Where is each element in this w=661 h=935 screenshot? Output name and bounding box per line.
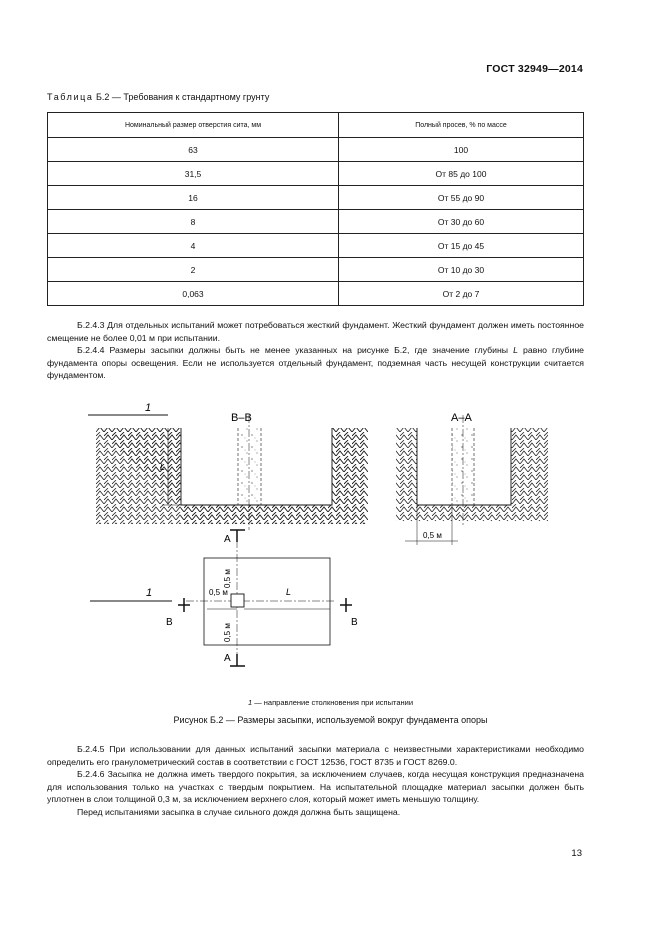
table-row xyxy=(48,210,584,234)
table-cell: 2 xyxy=(48,258,339,282)
table-cell: 0,063 xyxy=(48,282,339,306)
table-cell: От 15 до 45 xyxy=(339,234,584,258)
legend-number: 1 xyxy=(247,698,253,707)
dimension-05m-label: 0,5 м xyxy=(423,531,442,540)
table-cell: От 85 до 100 xyxy=(339,162,584,186)
table-caption-prefix: Таблица xyxy=(47,92,94,102)
clause-b243: Б.2.4.3 Для отдельных испытаний может потребоваться жесткий фундамент. Жесткий фундамент должен иметь постоянное смещение не более 0,01 м при испытании. xyxy=(47,320,584,343)
clause-b244-symbol-l: L xyxy=(513,345,518,355)
table-cell: От 30 до 60 xyxy=(339,210,584,234)
soil-hatching-bottom xyxy=(181,505,332,524)
dimension-05m-horizontal: 0,5 м xyxy=(209,588,228,597)
soil-requirements-table xyxy=(47,112,584,306)
clause-b244-part2: равно глубине фундамента опоры освещения. Если не используется отдельный фундамент, подземная часть несущей конструкции считается фундаментом. xyxy=(47,345,584,380)
clause-b244-part1: Б.2.4.4 Размеры засыпки должны быть не менее указанных на рисунке Б.2, где значение глубины xyxy=(77,345,514,355)
marker-a-top: А xyxy=(224,534,231,545)
label-1-top: 1 xyxy=(145,402,152,414)
section-aa-title: А–А xyxy=(451,412,472,424)
label-1-plan: 1 xyxy=(146,587,153,599)
column-header-sieve: Номинальный размер отверстия сита, мм xyxy=(48,113,339,138)
plan-view xyxy=(90,530,358,666)
soil-hatching-right xyxy=(332,428,368,524)
table-row xyxy=(48,234,584,258)
table-cell: От 2 до 7 xyxy=(339,282,584,306)
dimension-05m-vertical-top: 0,5 м xyxy=(223,569,232,588)
table-cell: 100 xyxy=(339,138,584,162)
clause-b246-note: Перед испытаниями засыпка в случае сильного дождя должна быть защищена. xyxy=(77,806,401,817)
legend-text: — направление столкновения при испытании xyxy=(252,698,414,707)
clauses-b245-b246 xyxy=(47,743,584,818)
document-header: ГОСТ 32949—2014 xyxy=(486,63,583,75)
clauses-b243-b244 xyxy=(47,319,584,382)
figure-legend xyxy=(0,698,661,707)
section-bb xyxy=(88,402,368,530)
clause-b246: Б.2.4.6 Засыпка не должна иметь твердого покрытия, за исключением случаев, когда несущая конструкция предназначена для использования только на участках с твердым покрытием. На испытательной площадке материал засыпки должен быть уплотнен в слои толщиной 0,3 м, за исключением верхнего слоя, который может иметь меньшую толщину. xyxy=(47,769,584,804)
table-cell: От 55 до 90 xyxy=(339,186,584,210)
soil-hatching-left xyxy=(396,428,417,521)
soil-hatching-bottom xyxy=(417,505,511,521)
foundation-plan xyxy=(231,594,244,607)
table-caption-text: Б.2 — Требования к стандартному грунту xyxy=(96,92,270,102)
table-cell: 16 xyxy=(48,186,339,210)
dimension-l-vertical: L xyxy=(160,462,166,472)
table-cell: От 10 до 30 xyxy=(339,258,584,282)
dimension-l-horizontal: L xyxy=(286,587,292,597)
foundation-fill xyxy=(238,428,261,505)
table-cell: 63 xyxy=(48,138,339,162)
table-row xyxy=(48,282,584,306)
marker-b-right: В xyxy=(351,617,358,628)
section-aa xyxy=(396,412,548,545)
table-cell: 4 xyxy=(48,234,339,258)
table-header-row xyxy=(48,113,584,138)
table-caption xyxy=(47,92,269,102)
soil-hatching-right xyxy=(511,428,548,521)
page-number: 13 xyxy=(571,848,582,859)
marker-b-left: В xyxy=(166,617,173,628)
table-row xyxy=(48,186,584,210)
marker-a-bottom: А xyxy=(224,653,231,664)
figure-caption: Рисунок Б.2 — Размеры засыпки, используемой вокруг фундамента опоры xyxy=(173,715,488,725)
table-cell: 8 xyxy=(48,210,339,234)
table-row xyxy=(48,258,584,282)
table-row xyxy=(48,162,584,186)
clause-b244 xyxy=(47,344,584,382)
section-bb-title: В–В xyxy=(231,412,252,424)
column-header-passing: Полный просев, % по массе xyxy=(339,113,584,138)
table-row xyxy=(48,138,584,162)
table-cell: 31,5 xyxy=(48,162,339,186)
dimension-05m-vertical-bottom: 0,5 м xyxy=(223,623,232,642)
clause-b245: Б.2.4.5 При использовании для данных испытаний засыпки материала с неизвестными характеристиками необходимо определить его гранулометрический состав в соответствии с ГОСТ 12536, ГОСТ 8735 и ГОСТ 8269.0. xyxy=(47,744,584,767)
backfill-dimensions-figure xyxy=(0,395,661,695)
